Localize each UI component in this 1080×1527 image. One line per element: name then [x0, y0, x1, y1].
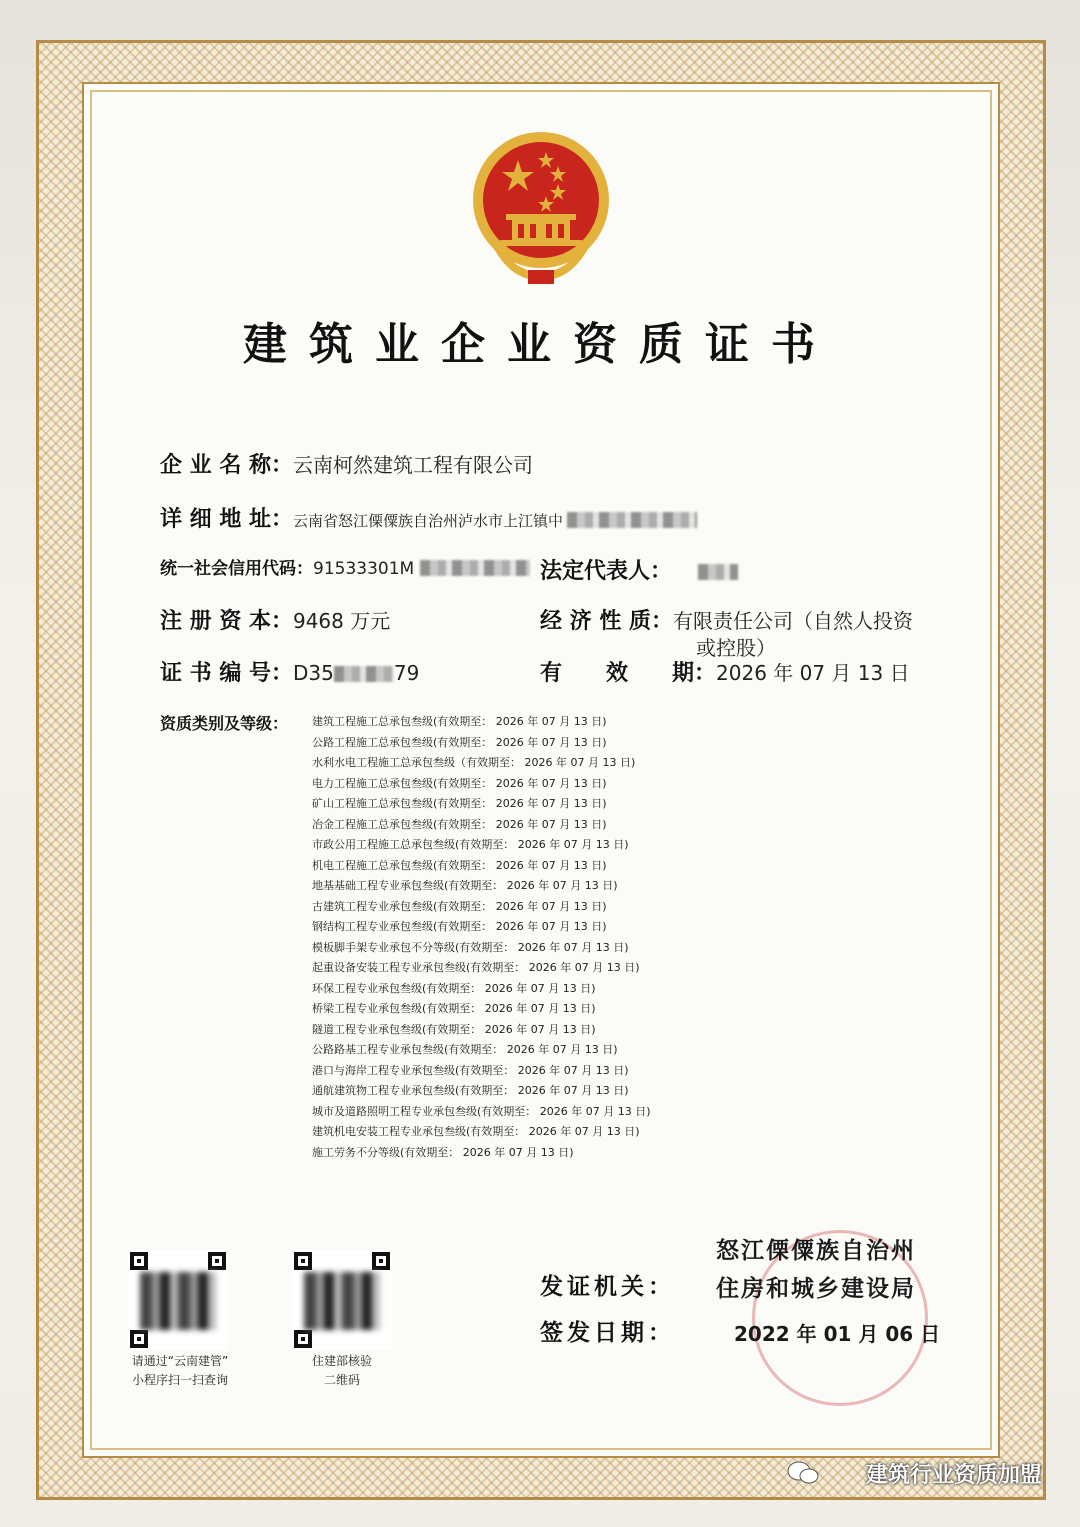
qualification-item: 通航建筑物工程专业承包叁级(有效期至： 2026 年 07 月 13 日) — [312, 1084, 629, 1097]
company-name-label: 企 业 名 称： — [160, 453, 293, 478]
qr-caption-mohurd: 住建部核验 二维码 — [311, 1354, 372, 1387]
qualification-item: 矿山工程施工总承包叁级(有效期至： 2026 年 07 月 13 日) — [312, 797, 607, 810]
qualification-item: 地基基础工程专业承包叁级(有效期至： 2026 年 07 月 13 日) — [312, 879, 618, 892]
qualification-item: 电力工程施工总承包叁级(有效期至： 2026 年 07 月 13 日) — [312, 776, 607, 790]
wechat-icon — [786, 1460, 820, 1486]
validity-label: 有 效 期： — [540, 661, 717, 686]
validity-value: 2026 年 07 月 13 日 — [716, 661, 910, 685]
issuer-line-1: 怒江傈僳族自治州 — [716, 1238, 916, 1264]
qualification-item: 钢结构工程专业承包叁级(有效期至： 2026 年 07 月 13 日) — [312, 920, 607, 933]
issue-date-row — [540, 1314, 675, 1347]
qualification-label: 资质类别及等级： — [160, 714, 289, 733]
qualification-item: 建筑工程施工总承包叁级(有效期至： 2026 年 07 月 13 日) — [312, 715, 607, 728]
legal-rep-label: 法定代表人： — [540, 559, 673, 584]
qualification-item: 模板脚手架专业承包不分等级(有效期至： 2026 年 07 月 13 日) — [312, 940, 629, 954]
cert-no-prefix: D35 — [292, 661, 334, 685]
legal-rep-row — [540, 554, 738, 585]
issue-date-label: 签发日期： — [540, 1320, 675, 1346]
redacted-credit-code — [420, 560, 530, 576]
qr-code-yunnan[interactable] — [128, 1250, 228, 1350]
economic-nature-row — [540, 604, 913, 635]
economic-nature-value: 有限责任公司（自然人投资 — [672, 609, 913, 633]
company-name-row — [160, 448, 533, 479]
qualification-row — [160, 710, 288, 734]
address-value: 云南省怒江傈僳族自治州泸水市上江镇中 — [292, 512, 563, 530]
redacted-cert-no — [334, 666, 394, 682]
qualification-item: 起重设备安装工程专业承包叁级(有效期至： 2026 年 07 月 13 日) — [312, 961, 640, 974]
cert-no-suffix: 79 — [393, 661, 420, 685]
economic-nature-value-2: 或控股） — [696, 636, 776, 660]
redacted-address — [567, 512, 697, 528]
qualification-item: 公路工程施工总承包叁级(有效期至： 2026 年 07 月 13 日) — [312, 735, 607, 749]
qualification-item: 冶金工程施工总承包叁级(有效期至： 2026 年 07 月 13 日) — [312, 817, 607, 831]
issuer-label: 发证机关： — [540, 1274, 675, 1300]
qualification-item: 隧道工程专业承包叁级(有效期至： 2026 年 07 月 13 日) — [312, 1022, 596, 1036]
qualification-item: 机电工程施工总承包叁级(有效期至： 2026 年 07 月 13 日) — [312, 858, 607, 872]
qualification-item: 市政公用工程施工总承包叁级(有效期至： 2026 年 07 月 13 日) — [312, 838, 629, 851]
cert-no-row — [160, 656, 419, 687]
issuer-line-2: 住房和城乡建设局 — [716, 1276, 916, 1302]
issue-date-value: 2022 年 01 月 06 日 — [734, 1322, 941, 1346]
address-label: 详 细 地 址： — [160, 507, 293, 532]
qualification-list — [312, 712, 651, 1163]
qualification-item: 桥梁工程专业承包叁级(有效期至： 2026 年 07 月 13 日) — [312, 1002, 596, 1015]
validity-row — [540, 656, 910, 687]
certificate-title: 建筑业企业资质证书 — [243, 319, 837, 370]
address-row — [160, 502, 697, 533]
redacted-legal-rep — [698, 564, 738, 580]
qualification-item: 施工劳务不分等级(有效期至： 2026 年 07 月 13 日) — [312, 1145, 574, 1159]
credit-code-row — [160, 554, 530, 579]
credit-code-label: 统一社会信用代码： — [160, 559, 313, 579]
qualification-item: 古建筑工程专业承包叁级(有效期至： 2026 年 07 月 13 日) — [312, 899, 607, 913]
qualification-item: 水利水电工程施工总承包叁级（有效期至： 2026 年 07 月 13 日) — [312, 756, 636, 769]
issuer-label-row — [540, 1268, 675, 1301]
company-name-value: 云南柯然建筑工程有限公司 — [292, 453, 533, 477]
national-emblem-icon — [466, 122, 616, 292]
qualification-item: 建筑机电安装工程专业承包叁级(有效期至： 2026 年 07 月 13 日) — [312, 1125, 640, 1138]
economic-nature-label: 经 济 性 质： — [540, 609, 673, 634]
qualification-item: 环保工程专业承包叁级(有效期至： 2026 年 07 月 13 日) — [312, 981, 596, 995]
qr-caption-yunnan: 请通过“云南建管” 小程序扫一扫查询 — [131, 1354, 229, 1387]
watermark-text: 建筑行业资质加盟 — [865, 1463, 1042, 1488]
capital-row — [160, 604, 390, 635]
qualification-item: 城市及道路照明工程专业承包叁级(有效期至： 2026 年 07 月 13 日) — [312, 1104, 651, 1118]
credit-code-value: 91533301M — [313, 559, 415, 579]
capital-label: 注 册 资 本： — [160, 609, 293, 634]
cert-no-label: 证 书 编 号： — [160, 661, 293, 686]
qualification-item: 港口与海岸工程专业承包叁级(有效期至： 2026 年 07 月 13 日) — [312, 1063, 629, 1077]
qualification-item: 公路路基工程专业承包叁级(有效期至： 2026 年 07 月 13 日) — [312, 1043, 618, 1056]
qr-code-mohurd[interactable] — [292, 1250, 392, 1350]
capital-value: 9468 万元 — [292, 609, 391, 633]
